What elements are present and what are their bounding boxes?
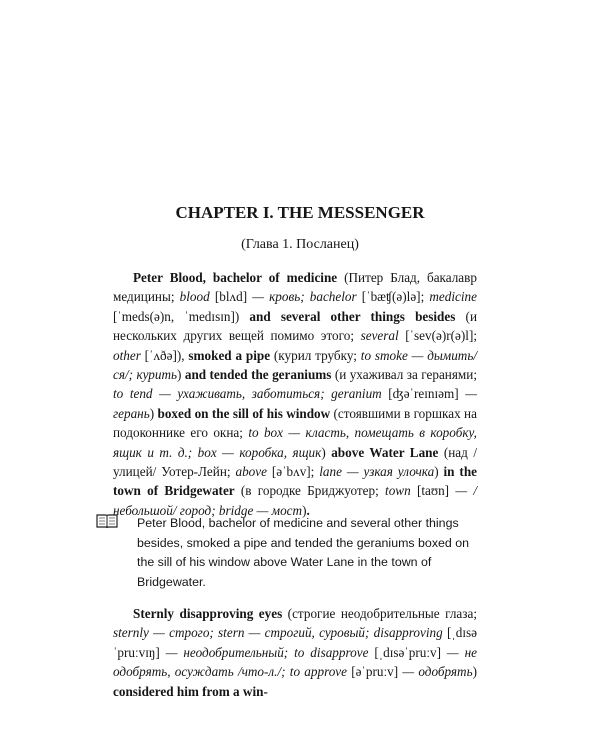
gloss-text: several xyxy=(360,328,399,344)
gloss-text: lane — узкая улочка xyxy=(319,464,435,480)
translation-text: [ˌdɪsəˈpruːv] xyxy=(368,644,447,660)
translation-text: (и ухаживал за геранями; xyxy=(331,367,477,383)
gloss-text: — кровь; bachelor xyxy=(252,289,357,305)
translation-text: ) xyxy=(321,444,332,460)
translation-text: (в городке Бриджуотер; xyxy=(234,483,386,499)
translation-text: (стоявшими в горшках на подоконнике его окна; xyxy=(113,405,477,441)
bilingual-paragraph-2 xyxy=(113,604,477,701)
translation-text: [ˈsev(ə)r(ə)l]; xyxy=(398,328,477,344)
gloss-text: blood xyxy=(179,289,210,305)
gloss-text: other xyxy=(113,347,141,363)
english-phrase: and tended the geraniums xyxy=(184,367,332,383)
english-phrase: above Water Lane xyxy=(331,444,439,460)
gloss-text: to box — класть, помещать в коробку, ящик и т. д.; box — коробка, ящик xyxy=(113,425,477,460)
translation-text: ) xyxy=(472,664,477,680)
translation-text: [taʊn] xyxy=(410,483,456,499)
gloss-text: to smoke — дымить/ся/; курить xyxy=(113,347,478,383)
translation-text: ) xyxy=(177,367,185,383)
translation-text: ) xyxy=(149,405,158,421)
english-phrase: . xyxy=(306,502,310,518)
english-phrase: in the town of Bridgewater xyxy=(113,464,478,499)
translation-text: (над /улицей/ Уотер-Лейн; xyxy=(113,444,477,480)
translation-text: [ˈmeds(ə)n, ˈmedɪsɪn]) xyxy=(113,308,250,324)
gloss-text: to tend — ухаживать, заботиться; geranium xyxy=(113,386,382,402)
gloss-text: above xyxy=(235,464,267,480)
gloss-text: — не одобрять, осуждать /что-л./; to approve xyxy=(113,644,477,680)
english-phrase: boxed on the sill of his window xyxy=(157,405,331,421)
gloss-text: sternly — строго; stern — строгий, суровый; disapproving xyxy=(113,625,443,641)
translation-text: (курил трубку; xyxy=(270,347,361,363)
open-book-icon xyxy=(96,513,118,529)
translation-text: [əˈpruːv] xyxy=(347,664,403,680)
bilingual-paragraph xyxy=(113,268,477,520)
translation-text: (и нескольких других вещей помимо этого; xyxy=(113,308,477,344)
english-phrase: Peter Blood, bachelor of medicine xyxy=(133,270,338,285)
translation-text: [ʤəˈreɪnɪəm] xyxy=(381,386,466,402)
translation-text: [blʌd] xyxy=(209,289,253,305)
original-text-paragraph: Peter Blood, bachelor of medicine and several other things besides, smoked a pipe and tended the geraniums boxed on the sill of his window above Water Lane in the town of Bridgewater. xyxy=(137,516,470,589)
gloss-text: town xyxy=(385,483,411,499)
translation-text: [ˌdɪsəˈpruːvɪŋ] xyxy=(113,625,477,660)
gloss-text: medicine xyxy=(429,289,478,305)
translation-text: [ˈʌðə]), xyxy=(140,347,189,363)
english-phrase: considered him from a win- xyxy=(113,683,268,699)
translation-text: (строгие неодобрительные глаза; xyxy=(282,606,477,621)
english-phrase: and several other things besides xyxy=(249,308,456,324)
translation-text: ) xyxy=(434,464,444,480)
chapter-subtitle: (Глава 1. Посланец) xyxy=(241,237,359,252)
translation-text: [ˈbæʧ(ə)lə]; xyxy=(356,289,430,305)
gloss-text: — /небольшой/ город; bridge — мост xyxy=(113,483,477,518)
translation-text: (Питер Блад, бакалавр медицины; xyxy=(113,270,477,305)
gloss-text: — герань xyxy=(113,386,477,421)
chapter-title: CHAPTER I. THE MESSENGER xyxy=(175,203,425,222)
translation-text: [əˈbʌv]; xyxy=(266,464,320,480)
english-phrase: smoked a pipe xyxy=(188,347,271,363)
translation-text: ) xyxy=(302,502,307,518)
english-phrase: Sternly disapproving eyes xyxy=(133,606,283,621)
gloss-text: — неодобрительный; to disapprove xyxy=(165,644,369,660)
gloss-text: — одобрять xyxy=(402,664,473,680)
